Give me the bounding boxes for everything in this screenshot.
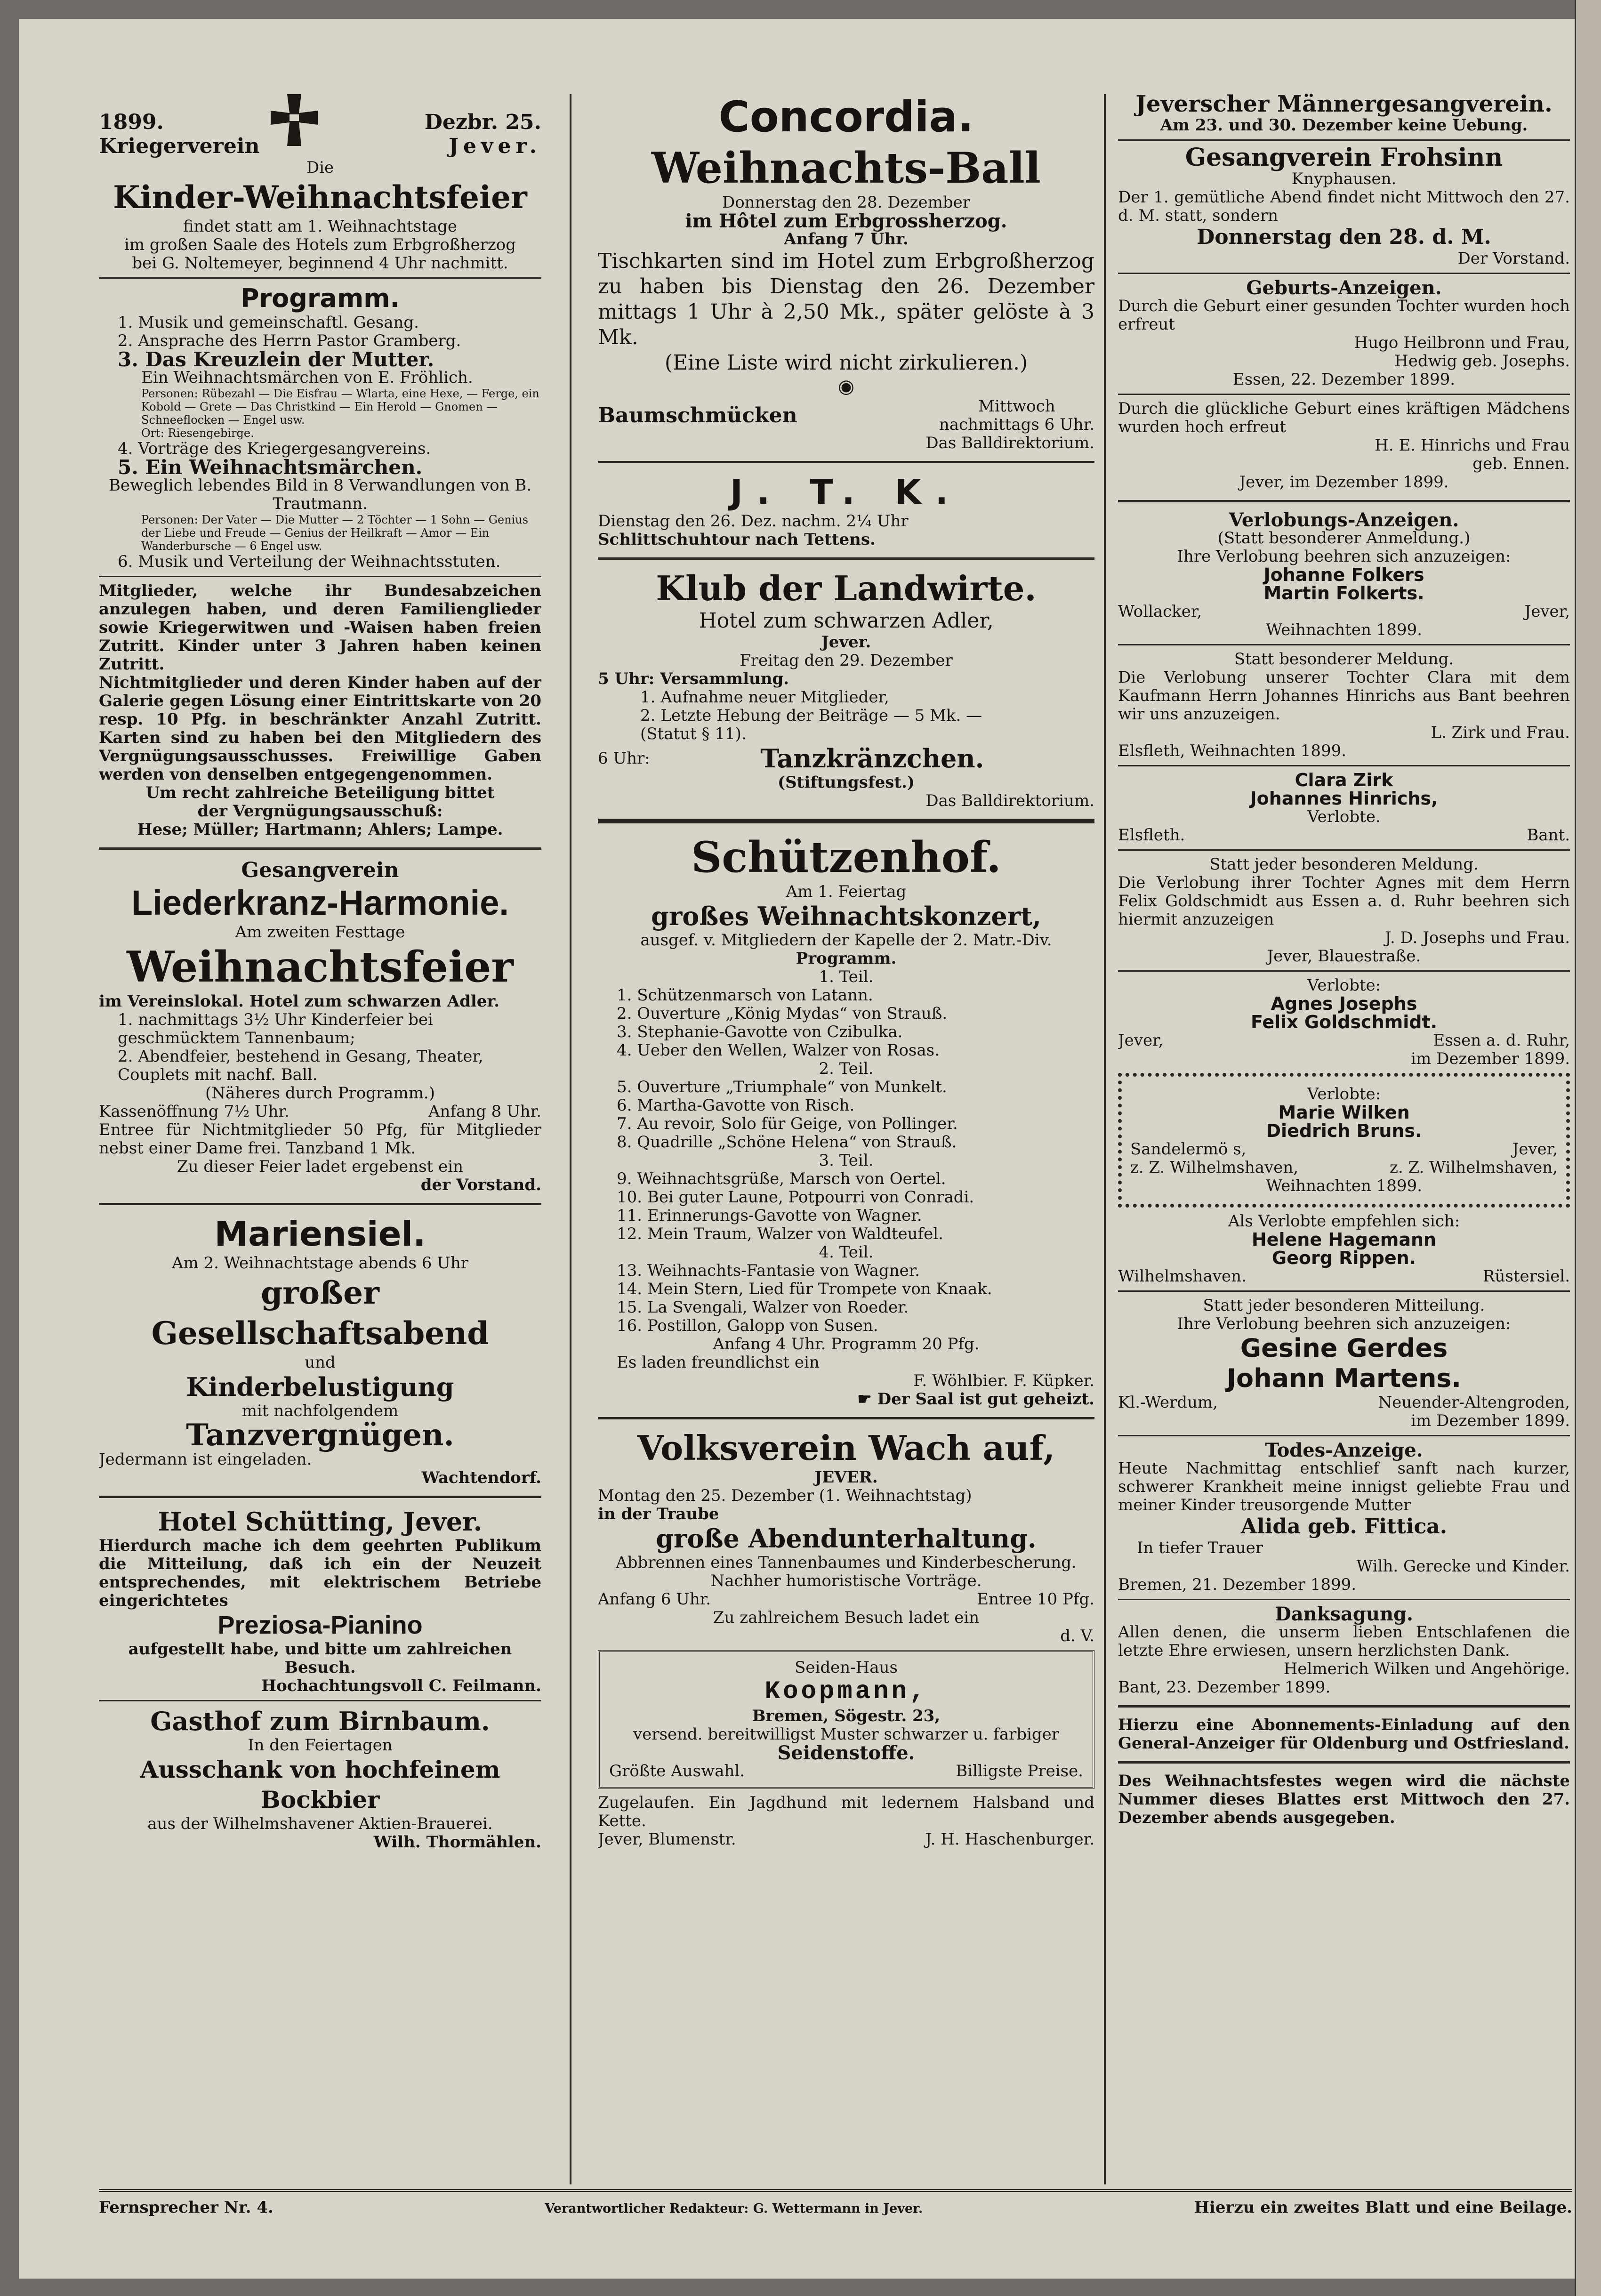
- wollacker: Wollacker,: [1118, 602, 1202, 621]
- elsfleth-w: Elsfleth, Weihnachten 1899.: [1118, 741, 1347, 760]
- g2n2: geb. Ennen.: [1472, 454, 1570, 473]
- schuetting-text: Hierdurch mache ich dem geehrten Publikum die Mitteilung, daß ich ein der Neuzeit entsprechendes, mit elektrischem Betriebe eingerichtetes: [99, 1536, 541, 1610]
- ornament-icon: ◉: [838, 376, 854, 397]
- divider: [1118, 765, 1570, 766]
- notice-text: Mitglieder, welche ihr Bundesabzeichen anzulegen haben, und deren Familienglieder sowie Kriegerwitwen und -Waisen haben freien Zutritt. Kinder unter 3 Jahren haben keinen Zutritt.: [99, 581, 541, 674]
- program-item: 15. La Svengali, Walzer von Roeder.: [617, 1298, 909, 1317]
- marie-box: [1118, 1073, 1570, 1208]
- aufgestellt: aufgestellt habe, und bitte um zahlreichen Besuch.: [128, 1640, 512, 1677]
- divider: [99, 1496, 541, 1498]
- divider: [1118, 500, 1570, 502]
- g1: Durch die Geburt einer gesunden Tochter wurden hoch erfreut: [1118, 297, 1570, 334]
- program-item: 14. Mein Stern, Lied für Trompete von Knaak.: [617, 1280, 992, 1298]
- program-item: 8. Quadrille „Schöne Helena“ von Strauß.: [617, 1133, 957, 1152]
- anf4: Anfang 4 Uhr. Programm 20 Pfg.: [713, 1335, 980, 1353]
- anfang7: Anfang 7 Uhr.: [784, 230, 909, 249]
- seidenhaus-box: [598, 1650, 1094, 1789]
- prog-item: Ein Weihnachtsmärchen von E. Fröhlich.: [141, 368, 473, 387]
- wf-line: 1. nachmittags 3½ Uhr Kinderfeier bei geschmücktem Tannenbaum;: [118, 1010, 433, 1047]
- kinder-line: findet statt am 1. Weihnachtstage: [183, 217, 458, 236]
- program-item: 11. Erinnerungs-Gavotte von Wagner.: [617, 1206, 922, 1225]
- iron-cross-icon: [264, 92, 325, 153]
- traube: in der Traube: [598, 1505, 719, 1523]
- prog-item: 3. Das Kreuzlein der Mutter.: [118, 348, 434, 371]
- program-item: 1. Schützenmarsch von Latann.: [617, 986, 873, 1005]
- divider: [99, 1203, 541, 1205]
- jever2: JEVER.: [814, 1468, 878, 1487]
- ihre: Ihre Verlobung beehren sich anzuzeigen:: [1177, 547, 1511, 566]
- helene: Helene Hagemann: [1251, 1229, 1437, 1250]
- wball-title: Weihnachts-Ball: [652, 143, 1041, 193]
- kasse-left: Kassenöffnung 7½ Uhr.: [99, 1102, 290, 1121]
- entree-text: Entree für Nichtmitglieder 50 Pfg, für Mitglieder nebst einer Dame frei. Tanzband 1 Mk.: [99, 1120, 541, 1158]
- abend-title: große Abendunterhaltung.: [656, 1523, 1037, 1554]
- preziosa-title: Preziosa-Pianino: [217, 1611, 423, 1639]
- program-item: 13. Weihnachts-Fantasie von Wagner.: [617, 1261, 920, 1280]
- divider: [1118, 1761, 1570, 1764]
- abbrennen: Abbrennen eines Tannenbaumes und Kinderbescherung. Nachher humoristische Vorträge.: [616, 1553, 1077, 1590]
- zu-dieser: Zu dieser Feier ladet ergebenst ein: [177, 1157, 463, 1176]
- program-item: 4. Ueber den Wellen, Walzer von Rosas.: [617, 1041, 940, 1060]
- jtk-line: Dienstag den 26. Dez. nachm. 2¼ Uhr: [598, 512, 909, 531]
- knyp: Knyphausen.: [1291, 169, 1397, 188]
- gesellschaft-title: großer Gesellschaftsabend: [151, 1274, 489, 1352]
- vers-item: (Statut § 11).: [640, 725, 747, 743]
- program-item: 10. Bei guter Laune, Potpourri von Conradi.: [617, 1188, 974, 1207]
- gesine: Gesine Gerdes: [1240, 1333, 1448, 1363]
- ausschank-title: Ausschank von hochfeinem Bockbier: [140, 1756, 500, 1813]
- rues: Rüstersiel.: [1482, 1267, 1570, 1286]
- kinder-line: bei G. Noltemeyer, beginnend 4 Uhr nachmitt.: [132, 254, 508, 273]
- zzw1: z. Z. Wilhelmshaven,: [1130, 1158, 1299, 1177]
- g2n1: H. E. Hinrichs und Frau: [1375, 436, 1570, 455]
- statt2: Statt besonderer Meldung.: [1234, 650, 1454, 669]
- jever3: Jever,: [1118, 1031, 1164, 1050]
- g1n1: Hugo Heilbronn und Frau,: [1354, 333, 1570, 352]
- weih99: Weihnachten 1899.: [1266, 620, 1422, 639]
- zugelaufen: Zugelaufen. Ein Jagdhund mit ledernem Halsband und Kette.: [598, 1793, 1094, 1830]
- wf-line: (Näheres durch Programm.): [205, 1084, 435, 1103]
- aus-der: aus der Wilhelmshavener Aktien-Brauerei.: [147, 1814, 493, 1833]
- mittwoch: Mittwoch: [978, 397, 1055, 416]
- bant23: Bant, 23. Dezember 1899.: [1118, 1678, 1331, 1697]
- am-zweiten: Am zweiten Festtage: [235, 923, 405, 942]
- jever: Jever.: [821, 633, 871, 652]
- prog-item: Personen: Der Vater — Die Mutter — 2 Töchter — 1 Sohn — Genius der Liebe und Freude — Genius der Heilkraft — Amor — Ein Wanderbursche — 6 Engel usw.: [141, 513, 529, 553]
- frohsinn-text: Der 1. gemütliche Abend findet nicht Mittwoch den 27. d. M. statt, sondern: [1118, 188, 1570, 225]
- versend: versend. bereitwilligst Muster schwarzer u. farbiger: [633, 1725, 1060, 1744]
- jever4: Jever,: [1512, 1140, 1558, 1159]
- kinderbel-title: Kinderbelustigung: [186, 1372, 454, 1402]
- jever-loc: Jever,: [1524, 602, 1570, 621]
- column-left: [99, 92, 541, 2191]
- divider: [1118, 273, 1570, 274]
- geburts-heading: Geburts-Anzeigen.: [1246, 277, 1442, 299]
- donn28: Donnerstag den 28. d. M.: [1197, 225, 1491, 249]
- weih99b: Weihnachten 1899.: [1266, 1176, 1422, 1195]
- dv: d. V.: [1060, 1627, 1094, 1645]
- prog-item: 4. Vorträge des Kriegergesangvereins.: [118, 439, 431, 458]
- billigste: Billigste Preise.: [956, 1762, 1083, 1780]
- keine: Am 23. und 30. Dezember keine Uebung.: [1160, 116, 1528, 135]
- notice-text: Um recht zahlreiche Beteiligung bittet: [145, 783, 495, 802]
- prog-item: 5. Ein Weihnachtsmärchen.: [118, 456, 423, 479]
- program-item: 2. Ouverture „König Mydas“ von Strauß.: [617, 1004, 948, 1023]
- tanz-title: Tanzvergnügen.: [186, 1418, 454, 1453]
- jever-bl: Jever, Blauestraße.: [1267, 947, 1421, 966]
- seidenstoffe: Seidenstoffe.: [777, 1742, 915, 1764]
- program-item: 12. Mein Traum, Walzer von Waldteufel.: [617, 1225, 943, 1243]
- divider: [1118, 1290, 1570, 1292]
- jtk-title: J. T. K.: [730, 472, 962, 512]
- date-year: 1899.: [99, 110, 164, 134]
- divider: [99, 277, 541, 279]
- volks-title: Volksverein Wach auf,: [637, 1428, 1055, 1468]
- vers-item: 1. Aufnahme neuer Mitglieder,: [640, 688, 889, 707]
- divider: [1118, 1705, 1570, 1708]
- dank-text: Allen denen, die unserm lieben Entschlafenen die letzte Ehre erwiesen, unsern herzlichsten Dank.: [1118, 1623, 1570, 1660]
- program-item: 16. Postillon, Galopp von Susen.: [617, 1316, 878, 1335]
- ihre2: Ihre Verlobung beehren sich anzuzeigen:: [1177, 1314, 1511, 1333]
- g1n2: Hedwig geb. Josephs.: [1394, 352, 1570, 371]
- marie: Marie Wilken: [1278, 1102, 1410, 1123]
- statt1: (Statt besonderer Anmeldung.): [1217, 529, 1471, 548]
- mit-nach: mit nachfolgendem: [241, 1402, 399, 1420]
- kasse-right: Anfang 8 Uhr.: [428, 1102, 541, 1121]
- krieger-name: Kriegerverein: [99, 134, 260, 158]
- jedermann: Jedermann ist eingeladen.: [99, 1450, 312, 1469]
- thormaehlen: Wilh. Thormählen.: [373, 1833, 541, 1852]
- feiertagen: In den Feiertagen: [248, 1736, 393, 1755]
- lk-title: Liederkranz-Harmonie.: [131, 883, 509, 922]
- ausgef: ausgef. v. Mitgliedern der Kapelle der 2. Matr.-Div.: [640, 931, 1052, 950]
- freitag: Freitag den 29. Dezember: [740, 651, 953, 670]
- tanzk-title: Tanzkränzchen.: [760, 743, 984, 773]
- adler: Hotel zum schwarzen Adler,: [699, 609, 994, 633]
- concordia-title: Concordia.: [718, 92, 974, 142]
- v2text: Die Verlobung unserer Tochter Clara mit dem Kaufmann Herrn Johannes Hinrichs aus Bant beehren wir uns anzuzeigen.: [1118, 668, 1570, 724]
- g1p: Essen, 22. Dezember 1899.: [1232, 370, 1456, 389]
- verlobte2: Verlobte:: [1307, 976, 1381, 995]
- vers: 5 Uhr: Versammlung.: [598, 669, 789, 688]
- feiertag-note: Des Weihnachtsfestes wegen wird die nächste Nummer dieses Blattes erst Mittwoch den 27. Dezember abends ausgegeben.: [1118, 1772, 1570, 1827]
- sande: Sandelermö s,: [1130, 1140, 1247, 1159]
- teil-heading: 4. Teil.: [819, 1243, 874, 1262]
- kinder-title: Kinder-Weihnachtsfeier: [113, 179, 527, 216]
- wfeier-title: Weihnachtsfeier: [127, 942, 514, 992]
- klw: Kl.-Werdum,: [1118, 1393, 1218, 1412]
- v3text: Die Verlobung ihrer Tochter Agnes mit dem Herrn Felix Goldschmidt aus Essen a. d. Ruhr beehren sich hiermit anzuzeigen: [1118, 873, 1570, 929]
- program-item: 7. Au revoir, Solo für Geige, von Pollinger.: [617, 1114, 958, 1133]
- schuetting-title: Hotel Schütting, Jever.: [158, 1506, 483, 1537]
- vorstand-sig: der Vorstand.: [420, 1176, 541, 1194]
- balldir: Das Balldirektorium.: [925, 434, 1094, 452]
- todes-heading: Todes-Anzeige.: [1265, 1439, 1423, 1461]
- hasch-left: Jever, Blumenstr.: [598, 1830, 736, 1849]
- und-text: und: [305, 1353, 336, 1372]
- dank-heading: Danksagung.: [1275, 1603, 1413, 1625]
- imdez2: im Dezember 1899.: [1411, 1411, 1570, 1430]
- gerecke: Wilh. Gerecke und Kinder.: [1356, 1557, 1570, 1576]
- g2p: Jever, im Dezember 1899.: [1239, 473, 1449, 491]
- program-item: 9. Weihnachtsgrüße, Marsch von Oertel.: [617, 1169, 946, 1188]
- notice-text: der Vergnügungsausschuß:: [197, 802, 443, 821]
- saal: ☛ Der Saal ist gut geheizt.: [857, 1390, 1094, 1409]
- programm-heading: Programm.: [240, 283, 400, 313]
- verlob-heading: Verlobungs-Anzeigen.: [1229, 509, 1459, 531]
- divider: [1118, 139, 1570, 141]
- johannes: Johannes Hinrichs,: [1250, 788, 1438, 809]
- notice-text: Hese; Müller; Hartmann; Ahlers; Lampe.: [137, 820, 503, 839]
- vorstand3: Der Vorstand.: [1457, 249, 1570, 268]
- g2: Durch die glückliche Geburt eines kräftigen Mädchens wurden hoch erfreut: [1118, 399, 1570, 436]
- wachtendorf: Wachtendorf.: [421, 1468, 541, 1487]
- trauer: In tiefer Trauer: [1137, 1539, 1263, 1557]
- baum-title: Baumschmücken: [598, 403, 797, 427]
- divider: [99, 847, 541, 850]
- balldir2: Das Balldirektorium.: [925, 791, 1094, 810]
- krieger-place: Jever.: [449, 134, 541, 158]
- whv: Wilhelmshaven.: [1118, 1267, 1247, 1286]
- verlobte: Verlobte.: [1307, 807, 1381, 826]
- divider: [598, 461, 1094, 463]
- divider: [1118, 970, 1570, 972]
- anf6: Anfang 6 Uhr.: [598, 1590, 711, 1609]
- am1: Am 1. Feiertag: [786, 882, 907, 901]
- mariensiel-title: Mariensiel.: [214, 1214, 426, 1254]
- elsfleth: Elsfleth.: [1118, 826, 1185, 845]
- frohsinn-title: Gesangverein Frohsinn: [1185, 143, 1503, 172]
- prog-item: 6. Musik und Verteilung der Weihnachtsstuten.: [118, 552, 501, 571]
- johann: Johann Martens.: [1226, 1363, 1462, 1393]
- redakteur: Verantwortlicher Redakteur: G. Wettermann in Jever.: [545, 2201, 923, 2216]
- teil-heading: 2. Teil.: [819, 1059, 874, 1078]
- neu: Neuender-Altengroden,: [1378, 1393, 1570, 1412]
- schlitt: Schlittschuhtour nach Tettens.: [598, 530, 876, 549]
- liste-text: (Eine Liste wird nicht zirkulieren.): [664, 351, 1028, 375]
- die-text: Die: [306, 158, 334, 177]
- felix: Felix Goldschmidt.: [1250, 1012, 1438, 1032]
- newspaper-page: [19, 19, 1586, 2279]
- programm2: Programm.: [796, 949, 897, 968]
- prog-item: Beweglich lebendes Bild in 8 Verwandlungen von B. Trautmann.: [108, 476, 532, 513]
- divider: [598, 819, 1094, 823]
- hochacht: Hochachtungsvoll C. Feilmann.: [261, 1676, 541, 1695]
- es-laden: Es laden freundlichst ein: [617, 1353, 820, 1372]
- woehl: F. Wöhlbier. F. Küpker.: [913, 1371, 1094, 1390]
- stift: (Stiftungsfest.): [778, 773, 915, 792]
- jmv-title: Jeverscher Männergesangverein.: [1135, 92, 1553, 117]
- v1b: Martin Folkerts.: [1263, 583, 1424, 604]
- bant: Bant.: [1527, 826, 1570, 845]
- zweites-blatt: Hierzu ein zweites Blatt und eine Beilage.: [1194, 2198, 1572, 2217]
- georg: Georg Rippen.: [1271, 1248, 1416, 1268]
- nachm6: nachmittags 6 Uhr.: [939, 415, 1094, 434]
- bremen: Bremen, Sögestr. 23,: [752, 1707, 941, 1725]
- vers-item: 2. Letzte Hebung der Beiträge — 5 Mk. —: [640, 706, 982, 725]
- divider: [598, 557, 1094, 560]
- imdez: im Dezember 1899.: [1411, 1049, 1570, 1068]
- zirk: L. Zirk und Frau.: [1431, 723, 1570, 742]
- divider: [598, 1417, 1094, 1419]
- helmerich: Helmerich Wilken und Angehörige.: [1283, 1660, 1570, 1678]
- divider: [1118, 644, 1570, 645]
- groesste: Größte Auswahl.: [609, 1762, 745, 1780]
- wf-line: 2. Abendfeier, bestehend in Gesang, Theater, Couplets mit nachf. Ball.: [118, 1047, 483, 1084]
- montag: Montag den 25. Dezember (1. Weihnachtstag): [598, 1486, 972, 1505]
- column-rule: [570, 94, 571, 2184]
- uhr6: 6 Uhr:: [598, 749, 650, 768]
- als: Als Verlobte empfehlen sich:: [1228, 1212, 1460, 1231]
- statt3: Statt jeder besonderen Meldung.: [1209, 855, 1479, 874]
- program-item: 5. Ouverture „Triumphale“ von Munkelt.: [617, 1078, 947, 1096]
- prog-item: 1. Musik und gemeinschaftl. Gesang.: [118, 313, 419, 332]
- tisch-text: Tischkarten sind im Hotel zum Erbgroßherzog zu haben bis Dienstag den 26. Dezember mittags 1 Uhr à 2,50 Mk., später gelöste à 3 Mk.: [598, 249, 1094, 349]
- divider: [1118, 1599, 1570, 1600]
- column-rule: [1104, 94, 1106, 2184]
- binding-strip: [1575, 0, 1601, 2296]
- prog-item: Ort: Riesengebirge.: [141, 427, 254, 440]
- essen: Essen a. d. Ruhr,: [1433, 1031, 1570, 1050]
- prog-item: 2. Ansprache des Herrn Pastor Gramberg.: [118, 331, 461, 350]
- abo: Hierzu eine Abonnements-Einladung auf den General-Anzeiger für Oldenburg und Ostfriesland.: [1118, 1716, 1570, 1753]
- konzert-title: großes Weihnachtskonzert,: [651, 901, 1041, 931]
- koopmann-title: Koopmann,: [764, 1677, 928, 1706]
- column-middle: [598, 92, 1094, 2191]
- josephs: J. D. Josephs und Frau.: [1384, 928, 1570, 947]
- fernsprecher: Fernsprecher Nr. 4.: [99, 2198, 274, 2217]
- ms-line: Am 2. Weihnachtstage abends 6 Uhr: [171, 1254, 469, 1273]
- divider: [1118, 394, 1570, 395]
- alida: Alida geb. Fittica.: [1240, 1515, 1448, 1539]
- prog-item: Personen: Rübezahl — Die Eisfrau — Wlarta, eine Hexe, — Ferge, ein Kobold — Grete — Das Christkind — Ein Herold — Gnomen — Schneeflocken — Engel usw.: [141, 387, 539, 427]
- divider: [1118, 1435, 1570, 1436]
- divider: [99, 576, 541, 577]
- hotel-erb: im Hôtel zum Erbgrossherzog.: [685, 210, 1007, 232]
- program-item: 6. Martha-Gavotte von Risch.: [617, 1096, 855, 1115]
- notice-text: Nichtmitglieder und deren Kinder haben auf der Galerie gegen Lösung einer Eintrittskarte von 20 resp. 10 Pfg. in beschränkter Anzahl Zutritt. Karten sind zu haben bei den Mitgliedern des Vergnügungsausschusses. Freiwillige Gaben werden von denselben entgegengenommen.: [99, 673, 541, 784]
- donnerstag: Donnerstag den 28. Dezember: [722, 193, 971, 212]
- todes-text: Heute Nachmittag entschlief sanft nach kurzer, schwerer Krankheit meine innigst geliebte Frau und meiner Kinder treusorgende Mutter: [1118, 1459, 1570, 1515]
- zzw2: z. Z. Wilhelmshaven,: [1389, 1158, 1558, 1177]
- footer: [99, 2189, 1572, 2217]
- hasch-right: J. H. Haschenburger.: [925, 1830, 1094, 1849]
- verlobte3: Verlobte:: [1307, 1085, 1381, 1104]
- statt4: Statt jeder besonderen Mitteilung.: [1203, 1296, 1485, 1315]
- v1a: Johanne Folkers: [1263, 564, 1424, 585]
- kinder-line: im großen Saale des Hotels zum Erbgroßherzog: [124, 235, 516, 254]
- divider: [99, 1700, 541, 1701]
- teil-heading: 3. Teil.: [819, 1151, 874, 1170]
- divider: [1118, 849, 1570, 851]
- diedrich: Diedrich Bruns.: [1266, 1120, 1422, 1141]
- program-item: 3. Stephanie-Gavotte von Czibulka.: [617, 1023, 903, 1041]
- schuetzenhof-title: Schützenhof.: [691, 832, 1001, 882]
- bremen21: Bremen, 21. Dezember 1899.: [1118, 1575, 1357, 1594]
- entree10: Entree 10 Pfg.: [977, 1590, 1094, 1609]
- wf-line: im Vereinslokal. Hotel zum schwarzen Adler.: [99, 992, 500, 1011]
- date-day: Dezbr. 25.: [424, 110, 541, 134]
- clara: Clara Zirk: [1295, 770, 1393, 790]
- teil-heading: 1. Teil.: [819, 967, 874, 986]
- gv-label: Gesangverein: [241, 858, 399, 882]
- birnbaum-title: Gasthof zum Birnbaum.: [150, 1706, 490, 1736]
- zahlreich: Zu zahlreichem Besuch ladet ein: [713, 1608, 980, 1627]
- column-right: [1118, 92, 1570, 2191]
- klub-title: Klub der Landwirte.: [656, 568, 1037, 608]
- seidenhaus: Seiden-Haus: [795, 1658, 898, 1677]
- agnes: Agnes Josephs: [1271, 993, 1417, 1014]
